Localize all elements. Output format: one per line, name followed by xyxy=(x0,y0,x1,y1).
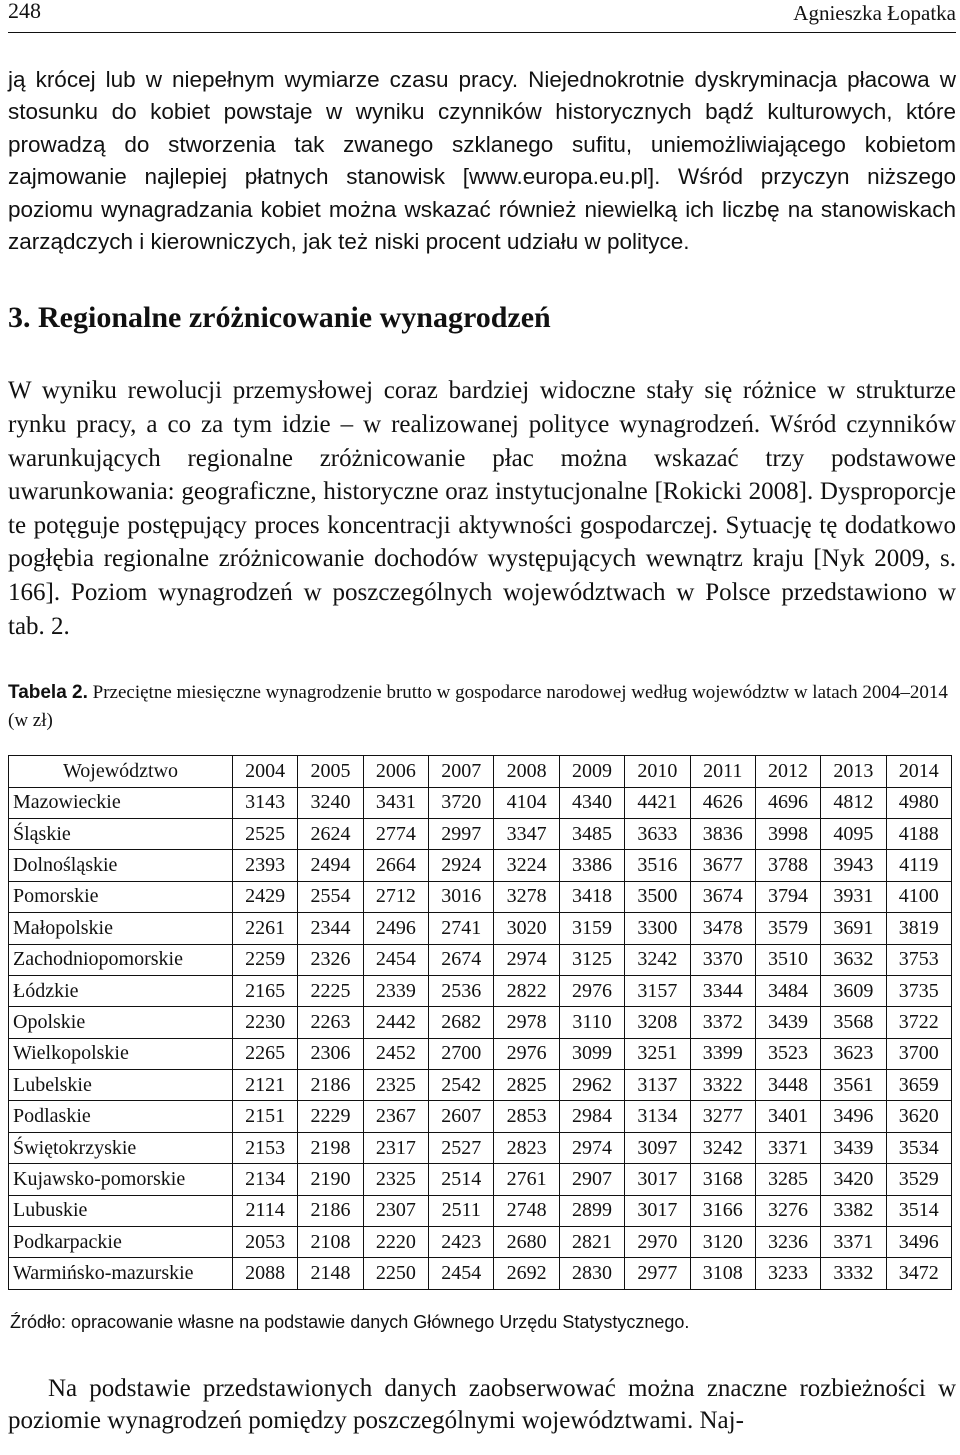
table-row xyxy=(9,818,952,849)
wage-value-cell: 2997 xyxy=(429,818,494,849)
wage-value-cell: 2974 xyxy=(494,944,559,975)
wage-value-cell: 3561 xyxy=(821,1070,886,1101)
wage-value-cell: 2712 xyxy=(363,881,428,912)
region-name-cell: Świętokrzyskie xyxy=(9,1132,233,1163)
region-name-cell: Opolskie xyxy=(9,1007,233,1038)
wage-value-cell: 2825 xyxy=(494,1070,559,1101)
wage-value-cell: 3134 xyxy=(625,1101,690,1132)
page-header xyxy=(8,0,956,34)
column-header-region: Województwo xyxy=(9,756,233,787)
wage-value-cell: 3159 xyxy=(559,913,624,944)
wage-value-cell: 3568 xyxy=(821,1007,886,1038)
table-row xyxy=(9,1164,952,1195)
source-note: Źródło: opracowanie własne na podstawie danych Głównego Urzędu Statystycznego. xyxy=(10,1311,690,1332)
wage-value-cell: 3016 xyxy=(429,881,494,912)
wage-value-cell: 3496 xyxy=(821,1101,886,1132)
wage-value-cell: 2978 xyxy=(494,1007,559,1038)
wage-value-cell: 3931 xyxy=(821,881,886,912)
table-row xyxy=(9,881,952,912)
wage-value-cell: 2974 xyxy=(559,1132,624,1163)
wage-value-cell: 2165 xyxy=(233,975,298,1006)
wage-value-cell: 3401 xyxy=(755,1101,820,1132)
wage-value-cell: 3836 xyxy=(690,818,755,849)
wage-value-cell: 4696 xyxy=(755,787,820,818)
wage-value-cell: 2220 xyxy=(363,1227,428,1258)
wage-value-cell: 2263 xyxy=(298,1007,363,1038)
wage-value-cell: 2624 xyxy=(298,818,363,849)
wage-value-cell: 3794 xyxy=(755,881,820,912)
intro-paragraph: ją krócej lub w niepełnym wymiarze czasu pracy. Niejednokrotnie dyskryminacja płacowa w stosunku do kobiet powstaje w wyniku czynników historycznych bądź kulturowych, które prowadzą do stworzenia tak zwanego szklanego sufitu, uniemożliwiającego kobietom zajmowanie najlepiej płatnych stanowisk [www.europa.eu.pl]. Wśród przyczyn niższego poziomu wynagradzania kobiet można wskazać również niewielką ich liczbę na stanowiskach zarządczych i kierowniczych, jak też niski procent udziału w polityce. xyxy=(8,67,956,255)
table-row xyxy=(9,850,952,881)
wage-value-cell: 2306 xyxy=(298,1038,363,1069)
wage-value-cell: 2984 xyxy=(559,1101,624,1132)
wage-value-cell: 2976 xyxy=(559,975,624,1006)
wage-value-cell: 2830 xyxy=(559,1258,624,1289)
column-header-year: 2011 xyxy=(690,756,755,787)
wage-value-cell: 2393 xyxy=(233,850,298,881)
region-name-cell: Zachodniopomorskie xyxy=(9,944,233,975)
table-body xyxy=(9,787,952,1289)
wage-value-cell: 2229 xyxy=(298,1101,363,1132)
table-row xyxy=(9,1195,952,1226)
wage-value-cell: 3943 xyxy=(821,850,886,881)
wage-value-cell: 3609 xyxy=(821,975,886,1006)
wage-value-cell: 3788 xyxy=(755,850,820,881)
wage-value-cell: 2607 xyxy=(429,1101,494,1132)
wage-value-cell: 2494 xyxy=(298,850,363,881)
region-name-cell: Mazowieckie xyxy=(9,787,233,818)
column-header-year: 2005 xyxy=(298,756,363,787)
wages-table xyxy=(8,755,952,1290)
wage-value-cell: 3399 xyxy=(690,1038,755,1069)
wage-value-cell: 3278 xyxy=(494,881,559,912)
wage-value-cell: 3108 xyxy=(690,1258,755,1289)
wage-value-cell: 2823 xyxy=(494,1132,559,1163)
table-row xyxy=(9,975,952,1006)
wage-value-cell: 3484 xyxy=(755,975,820,1006)
wage-value-cell: 3529 xyxy=(886,1164,951,1195)
wage-value-cell: 4188 xyxy=(886,818,951,849)
wage-value-cell: 3485 xyxy=(559,818,624,849)
wage-value-cell: 3372 xyxy=(690,1007,755,1038)
table-row xyxy=(9,944,952,975)
wage-value-cell: 2317 xyxy=(363,1132,428,1163)
wage-value-cell: 2186 xyxy=(298,1195,363,1226)
wage-value-cell: 3534 xyxy=(886,1132,951,1163)
wage-value-cell: 4421 xyxy=(625,787,690,818)
wage-value-cell: 2429 xyxy=(233,881,298,912)
wage-value-cell: 3371 xyxy=(755,1132,820,1163)
column-header-year: 2014 xyxy=(886,756,951,787)
page-number: 248 xyxy=(8,0,41,23)
wage-value-cell: 2250 xyxy=(363,1258,428,1289)
wage-value-cell: 2692 xyxy=(494,1258,559,1289)
wage-value-cell: 2230 xyxy=(233,1007,298,1038)
wage-value-cell: 2970 xyxy=(625,1227,690,1258)
wage-value-cell: 2225 xyxy=(298,975,363,1006)
wage-value-cell: 2682 xyxy=(429,1007,494,1038)
section-paragraph: W wyniku rewolucji przemysłowej coraz bardziej widoczne stały się różnice w strukturze rynku pracy, a co za tym idzie – w realizowanej polityce wynagrodzeń. Wśród czynników warunkujących regionalne zróżnicowanie płac można wskazać trzy podstawowe uwarunkowania: geograficzne, historyczne oraz instytucjonalne [Rokicki 2008]. Dysproporcje te potęguje postępujący proces koncentracji aktywności gospodarczej. Sytuację tę dodatkowo pogłębia regionalne zróżnicowanie dochodów występujących wewnątrz kraju [Nyk 2009, s. 166]. Poziom wynagrodzeń w poszczególnych województwach w Polsce przedstawiono w tab. 2. xyxy=(8,377,956,640)
table-row xyxy=(9,1038,952,1069)
wage-value-cell: 2525 xyxy=(233,818,298,849)
wage-value-cell: 2822 xyxy=(494,975,559,1006)
wage-value-cell: 2108 xyxy=(298,1227,363,1258)
table-header-row xyxy=(9,756,952,787)
table-row xyxy=(9,1258,952,1289)
wage-value-cell: 2674 xyxy=(429,944,494,975)
wage-value-cell: 2325 xyxy=(363,1070,428,1101)
region-name-cell: Dolnośląskie xyxy=(9,850,233,881)
wage-value-cell: 2962 xyxy=(559,1070,624,1101)
wage-value-cell: 3097 xyxy=(625,1132,690,1163)
wage-value-cell: 2977 xyxy=(625,1258,690,1289)
wage-value-cell: 3998 xyxy=(755,818,820,849)
wage-value-cell: 3137 xyxy=(625,1070,690,1101)
wage-value-cell: 2748 xyxy=(494,1195,559,1226)
wage-value-cell: 2774 xyxy=(363,818,428,849)
table-row xyxy=(9,1070,952,1101)
wage-value-cell: 3344 xyxy=(690,975,755,1006)
wage-value-cell: 3110 xyxy=(559,1007,624,1038)
region-name-cell: Kujawsko-pomorskie xyxy=(9,1164,233,1195)
wage-value-cell: 4119 xyxy=(886,850,951,881)
wage-value-cell: 3633 xyxy=(625,818,690,849)
wage-value-cell: 2151 xyxy=(233,1101,298,1132)
wage-value-cell: 3431 xyxy=(363,787,428,818)
wage-value-cell: 2511 xyxy=(429,1195,494,1226)
wage-value-cell: 3448 xyxy=(755,1070,820,1101)
region-name-cell: Podkarpackie xyxy=(9,1227,233,1258)
wage-value-cell: 3472 xyxy=(886,1258,951,1289)
wage-value-cell: 3439 xyxy=(755,1007,820,1038)
table-row xyxy=(9,1132,952,1163)
wage-value-cell: 3496 xyxy=(886,1227,951,1258)
table-row xyxy=(9,1007,952,1038)
region-name-cell: Śląskie xyxy=(9,818,233,849)
column-header-year: 2009 xyxy=(559,756,624,787)
region-name-cell: Małopolskie xyxy=(9,913,233,944)
region-name-cell: Pomorskie xyxy=(9,881,233,912)
wage-value-cell: 2339 xyxy=(363,975,428,1006)
wage-value-cell: 3418 xyxy=(559,881,624,912)
wage-value-cell: 3020 xyxy=(494,913,559,944)
wage-value-cell: 3659 xyxy=(886,1070,951,1101)
wage-value-cell: 2326 xyxy=(298,944,363,975)
wage-value-cell: 2261 xyxy=(233,913,298,944)
wage-value-cell: 2899 xyxy=(559,1195,624,1226)
wage-value-cell: 3099 xyxy=(559,1038,624,1069)
wage-value-cell: 3236 xyxy=(755,1227,820,1258)
wage-value-cell: 3300 xyxy=(625,913,690,944)
wage-value-cell: 2452 xyxy=(363,1038,428,1069)
table-row xyxy=(9,1227,952,1258)
column-header-year: 2008 xyxy=(494,756,559,787)
wage-value-cell: 3753 xyxy=(886,944,951,975)
wage-value-cell: 2542 xyxy=(429,1070,494,1101)
wage-value-cell: 3478 xyxy=(690,913,755,944)
wage-value-cell: 4104 xyxy=(494,787,559,818)
wage-value-cell: 2442 xyxy=(363,1007,428,1038)
wage-value-cell: 2325 xyxy=(363,1164,428,1195)
wage-value-cell: 3700 xyxy=(886,1038,951,1069)
wage-value-cell: 2259 xyxy=(233,944,298,975)
wage-value-cell: 2148 xyxy=(298,1258,363,1289)
wage-value-cell: 4812 xyxy=(821,787,886,818)
table-caption-text: Przeciętne miesięczne wynagrodzenie brutto w gospodarce narodowej według województw w latach 2004–2014 (w zł) xyxy=(8,682,948,732)
wage-value-cell: 3735 xyxy=(886,975,951,1006)
wage-value-cell: 3370 xyxy=(690,944,755,975)
table-row xyxy=(9,787,952,818)
column-header-year: 2013 xyxy=(821,756,886,787)
wage-value-cell: 2741 xyxy=(429,913,494,944)
wage-value-cell: 2924 xyxy=(429,850,494,881)
wage-value-cell: 2454 xyxy=(429,1258,494,1289)
wage-value-cell: 2821 xyxy=(559,1227,624,1258)
running-head-author: Agnieszka Łopatka xyxy=(793,1,956,25)
wage-value-cell: 2454 xyxy=(363,944,428,975)
column-header-year: 2007 xyxy=(429,756,494,787)
region-name-cell: Wielkopolskie xyxy=(9,1038,233,1069)
wage-value-cell: 3620 xyxy=(886,1101,951,1132)
wage-value-cell: 2536 xyxy=(429,975,494,1006)
wage-value-cell: 4980 xyxy=(886,787,951,818)
wage-value-cell: 3276 xyxy=(755,1195,820,1226)
wage-value-cell: 2527 xyxy=(429,1132,494,1163)
wage-value-cell: 3514 xyxy=(886,1195,951,1226)
wage-value-cell: 2976 xyxy=(494,1038,559,1069)
wage-value-cell: 3420 xyxy=(821,1164,886,1195)
column-header-year: 2004 xyxy=(233,756,298,787)
wage-value-cell: 2514 xyxy=(429,1164,494,1195)
wage-value-cell: 3382 xyxy=(821,1195,886,1226)
wage-value-cell: 3632 xyxy=(821,944,886,975)
wage-value-cell: 2853 xyxy=(494,1101,559,1132)
wage-value-cell: 3720 xyxy=(429,787,494,818)
wage-value-cell: 2680 xyxy=(494,1227,559,1258)
wage-value-cell: 3332 xyxy=(821,1258,886,1289)
region-name-cell: Podlaskie xyxy=(9,1101,233,1132)
wage-value-cell: 3500 xyxy=(625,881,690,912)
wage-value-cell: 2423 xyxy=(429,1227,494,1258)
wage-value-cell: 2344 xyxy=(298,913,363,944)
table-row xyxy=(9,913,952,944)
wage-value-cell: 3516 xyxy=(625,850,690,881)
wage-value-cell: 3674 xyxy=(690,881,755,912)
wage-value-cell: 2190 xyxy=(298,1164,363,1195)
wage-value-cell: 3168 xyxy=(690,1164,755,1195)
wage-value-cell: 4626 xyxy=(690,787,755,818)
wage-value-cell: 2134 xyxy=(233,1164,298,1195)
wage-value-cell: 3208 xyxy=(625,1007,690,1038)
wage-value-cell: 3233 xyxy=(755,1258,820,1289)
wage-value-cell: 2367 xyxy=(363,1101,428,1132)
wage-value-cell: 2121 xyxy=(233,1070,298,1101)
wage-value-cell: 2153 xyxy=(233,1132,298,1163)
wage-value-cell: 3240 xyxy=(298,787,363,818)
wage-value-cell: 3251 xyxy=(625,1038,690,1069)
wage-value-cell: 2664 xyxy=(363,850,428,881)
wage-value-cell: 3386 xyxy=(559,850,624,881)
wage-value-cell: 3439 xyxy=(821,1132,886,1163)
wage-value-cell: 3523 xyxy=(755,1038,820,1069)
wage-value-cell: 3691 xyxy=(821,913,886,944)
wage-value-cell: 2307 xyxy=(363,1195,428,1226)
wage-value-cell: 3285 xyxy=(755,1164,820,1195)
wage-value-cell: 4095 xyxy=(821,818,886,849)
table-caption xyxy=(8,679,956,735)
wage-value-cell: 3120 xyxy=(690,1227,755,1258)
wage-value-cell: 3677 xyxy=(690,850,755,881)
wage-value-cell: 4100 xyxy=(886,881,951,912)
wage-value-cell: 3623 xyxy=(821,1038,886,1069)
wage-value-cell: 3371 xyxy=(821,1227,886,1258)
table-caption-label: Tabela 2. xyxy=(8,682,88,704)
wage-value-cell: 2265 xyxy=(233,1038,298,1069)
wage-value-cell: 2761 xyxy=(494,1164,559,1195)
wage-value-cell: 3017 xyxy=(625,1164,690,1195)
wage-value-cell: 3722 xyxy=(886,1007,951,1038)
wage-value-cell: 2186 xyxy=(298,1070,363,1101)
header-rule xyxy=(8,32,956,33)
region-name-cell: Łódzkie xyxy=(9,975,233,1006)
wage-value-cell: 3347 xyxy=(494,818,559,849)
wage-value-cell: 3510 xyxy=(755,944,820,975)
region-name-cell: Lubelskie xyxy=(9,1070,233,1101)
wage-value-cell: 3277 xyxy=(690,1101,755,1132)
wage-value-cell: 3017 xyxy=(625,1195,690,1226)
wage-value-cell: 3579 xyxy=(755,913,820,944)
column-header-year: 2010 xyxy=(625,756,690,787)
wage-value-cell: 3157 xyxy=(625,975,690,1006)
table-row xyxy=(9,1101,952,1132)
wage-value-cell: 2554 xyxy=(298,881,363,912)
wage-value-cell: 3242 xyxy=(625,944,690,975)
column-header-year: 2012 xyxy=(755,756,820,787)
wage-value-cell: 2907 xyxy=(559,1164,624,1195)
wage-value-cell: 2088 xyxy=(233,1258,298,1289)
section-heading: 3. Regionalne zróżnicowanie wynagrodzeń xyxy=(8,301,551,335)
region-name-cell: Warmińsko-mazurskie xyxy=(9,1258,233,1289)
document-page xyxy=(8,0,956,1437)
column-header-year: 2006 xyxy=(363,756,428,787)
region-name-cell: Lubuskie xyxy=(9,1195,233,1226)
wage-value-cell: 2114 xyxy=(233,1195,298,1226)
closing-paragraph: Na podstawie przedstawionych danych zaobserwować można znaczne rozbieżności w poziomie wynagrodzeń pomiędzy poszczególnymi województwami. Naj- xyxy=(8,1374,956,1434)
wage-value-cell: 3125 xyxy=(559,944,624,975)
wage-value-cell: 2700 xyxy=(429,1038,494,1069)
wage-value-cell: 3224 xyxy=(494,850,559,881)
wage-value-cell: 3322 xyxy=(690,1070,755,1101)
wage-value-cell: 2496 xyxy=(363,913,428,944)
wage-value-cell: 3819 xyxy=(886,913,951,944)
wage-value-cell: 4340 xyxy=(559,787,624,818)
wage-value-cell: 2053 xyxy=(233,1227,298,1258)
wage-value-cell: 2198 xyxy=(298,1132,363,1163)
wage-value-cell: 3242 xyxy=(690,1132,755,1163)
wage-value-cell: 3143 xyxy=(233,787,298,818)
wage-value-cell: 3166 xyxy=(690,1195,755,1226)
